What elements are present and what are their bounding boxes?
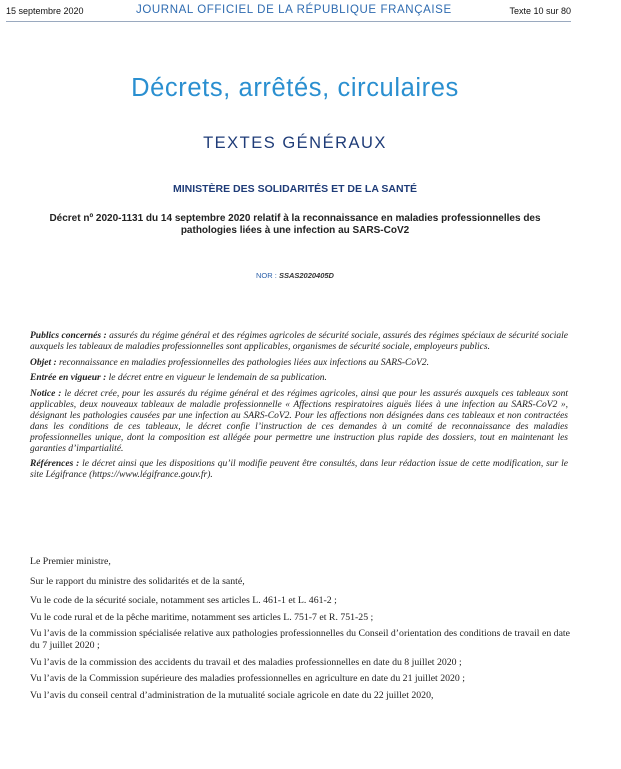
summary-paragraph bbox=[30, 331, 568, 353]
body-paragraph: Sur le rapport du ministre des solidarités et de la santé, bbox=[30, 575, 245, 587]
nor-label: NOR : bbox=[256, 271, 277, 280]
summary-text: reconnaissance en maladies professionnelles des pathologies liées aux infections au SARS-CoV2. bbox=[59, 357, 430, 368]
nor-reference bbox=[0, 271, 590, 280]
summary-label: Objet : bbox=[30, 357, 57, 368]
subsection-title: TEXTES GÉNÉRAUX bbox=[203, 134, 387, 152]
summary-paragraph bbox=[30, 373, 568, 384]
decree-title: Décret nº 2020-1131 du 14 septembre 2020 relatif à la reconnaissance en maladies professionnelles des pathologies liées à une infection au SARS-CoV2 bbox=[49, 213, 541, 236]
body-paragraph: Vu l’avis de la commission spécialisée relative aux pathologies professionnelles du Conseil d’orientation des conditions de travail en date du 7 juillet 2020 ; bbox=[30, 628, 570, 651]
nor-code: SSAS2020405D bbox=[278, 271, 334, 280]
summary-paragraph bbox=[30, 389, 568, 455]
ministry-name: MINISTÈRE DES SOLIDARITÉS ET DE LA SANTÉ bbox=[172, 183, 418, 195]
summary-paragraph bbox=[30, 358, 568, 369]
section-title: Décrets, arrêtés, circulaires bbox=[131, 74, 459, 102]
page-header bbox=[6, 4, 571, 20]
body-paragraph: Vu le code de la sécurité sociale, notamment ses articles L. 461-1 et L. 461-2 ; bbox=[30, 595, 337, 606]
decree-summary bbox=[30, 331, 568, 486]
summary-label: Références : bbox=[30, 459, 80, 469]
summary-text: le décret ainsi que les dispositions qu’il modifie peuvent être consultés, dans leur rédaction issue de cette modification, sur le site Légifrance (https://www.légifrance.gouv.fr). bbox=[30, 459, 569, 480]
summary-text: assurés du régime général et des régimes agricoles de sécurité sociale, assurés des régimes spéciaux de sécurité sociale auxquels les tableaux de maladies professionnelles sont applicables, organismes de sécurité sociale, employeurs publics. bbox=[30, 331, 569, 352]
header-date: 15 septembre 2020 bbox=[6, 6, 84, 16]
summary-label: Notice : bbox=[30, 388, 62, 399]
decree-body bbox=[30, 556, 570, 706]
header-journal-title: JOURNAL OFFICIEL DE LA RÉPUBLIQUE FRANÇAISE bbox=[136, 4, 452, 16]
summary-paragraph bbox=[30, 459, 568, 481]
summary-text: le décret crée, pour les assurés du régime général et des régimes agricoles, ainsi que pour les assurés auxquels ces tableaux sont applicables, deux nouveaux tableaux de maladie professionnelle « Affections respiratoires aiguës liées à une infection au SARS-CoV2 », désignant les pathologies causées par une infection au SARS-CoV2. Pour les affections non désignées dans ces tableaux et non contractées dans les conditions de ces tableaux, le décret confie l’instruction de ces demandes à un comité de reconnaissance des maladies professionnelles unique, dont la composition est allégée pour permettre une instruction plus rapide des dossiers, tout en maintenant les garanties d’impartialité. bbox=[30, 388, 569, 454]
summary-text: le décret entre en vigueur le lendemain de sa publication. bbox=[108, 373, 327, 383]
summary-label: Publics concernés : bbox=[30, 331, 107, 341]
body-paragraph: Le Premier ministre, bbox=[30, 556, 111, 567]
summary-label: Entrée en vigueur : bbox=[30, 373, 107, 383]
body-paragraph: Vu l’avis de la Commission supérieure des maladies professionnelles en agriculture en date du 21 juillet 2020 ; bbox=[30, 673, 465, 684]
body-paragraph: Vu l’avis de la commission des accidents du travail et des maladies professionnelles en date du 8 juillet 2020 ; bbox=[30, 656, 462, 668]
body-paragraph: Vu l’avis du conseil central d’administration de la mutualité sociale agricole en date du 22 juillet 2020, bbox=[30, 689, 434, 701]
header-text-reference: Texte 10 sur 80 bbox=[509, 6, 571, 16]
header-divider bbox=[6, 21, 571, 22]
body-paragraph: Vu le code rural et de la pêche maritime, notamment ses articles L. 751-7 et R. 751-25 ; bbox=[30, 611, 374, 623]
